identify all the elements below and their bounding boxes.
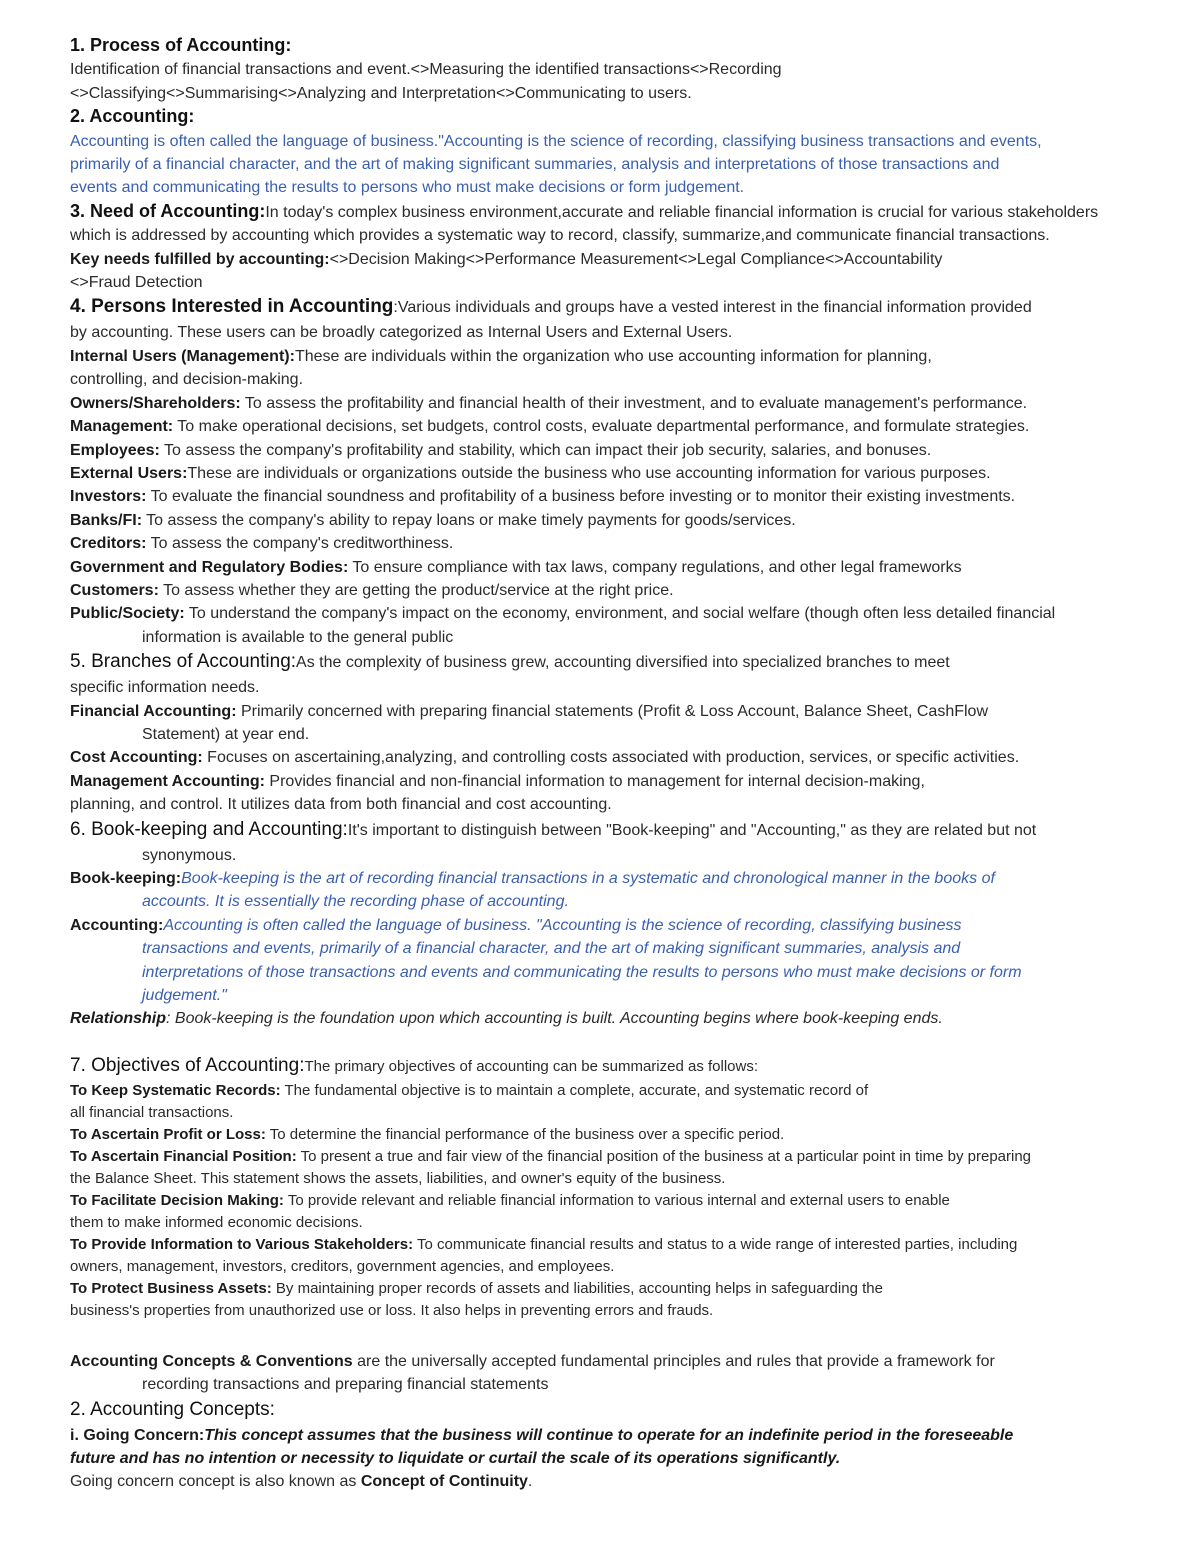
term-label: To Protect Business Assets: bbox=[70, 1279, 272, 1297]
term-label: Cost Accounting: bbox=[70, 749, 203, 767]
definition-line: judgement." bbox=[142, 987, 227, 1005]
section-heading: 6. Book-keeping and Accounting: bbox=[70, 818, 348, 840]
term-label: Relationship bbox=[70, 1010, 167, 1028]
term-label: Banks/FI: bbox=[70, 511, 143, 529]
text-span: Provides financial and non-financial information to management for internal decision-making, bbox=[264, 772, 925, 790]
text-line: recording transactions and preparing financial statements bbox=[142, 1376, 549, 1394]
text-span: These are individuals or organizations outside the business who use accounting information for various purposes. bbox=[187, 464, 991, 482]
text-span: To assess the profitability and financial health of their investment, and to evaluate management's performance. bbox=[240, 394, 1028, 412]
text-span: To assess the company's profitability and stability, which can impact their job security, salaries, and bonuses. bbox=[159, 441, 932, 459]
text-span: To evaluate the financial soundness and profitability of a business before investing or to monitor their existing investments. bbox=[146, 488, 1016, 506]
text-span: To ensure compliance with tax laws, company regulations, and other legal frameworks bbox=[348, 558, 962, 576]
text-span: These are individuals within the organization who use accounting information for planning, bbox=[294, 347, 932, 365]
text-line: by accounting. These users can be broadly categorized as Internal Users and External Users. bbox=[70, 324, 733, 342]
text-span: To assess the company's ability to repay loans or make timely payments for goods/services. bbox=[142, 511, 796, 529]
text-span: In today's complex business environment,accurate and reliable financial information is crucial for various stakeholders bbox=[265, 203, 1099, 221]
term-label: Concept of Continuity bbox=[360, 1473, 528, 1491]
text-line: synonymous. bbox=[142, 846, 237, 864]
text-line: controlling, and decision-making. bbox=[70, 371, 304, 389]
term-label: External Users: bbox=[70, 464, 188, 482]
definition-span: Accounting is often called the language of business. "Accounting is the science of recording, classifying business bbox=[163, 916, 962, 934]
term-label: To Keep Systematic Records: bbox=[70, 1081, 281, 1099]
text-line: which is addressed by accounting which provides a systematic way to record, classify, summarize,and communicate financial transactions. bbox=[70, 227, 1050, 245]
text-span: To make operational decisions, set budgets, control costs, evaluate departmental performance, and formulate strategies. bbox=[173, 418, 1030, 436]
section-persons bbox=[70, 294, 1190, 321]
term-label: Government and Regulatory Bodies: bbox=[70, 558, 349, 576]
text-line: Identification of financial transactions and event.<>Measuring the identified transactions<>Recording bbox=[70, 61, 782, 79]
text-span: :Various individuals and groups have a vested interest in the financial information provided bbox=[393, 299, 1032, 317]
text-span: are the universally accepted fundamental principles and rules that provide a framework for bbox=[352, 1352, 995, 1370]
term-label: Financial Accounting: bbox=[70, 702, 237, 720]
section-heading: 2. Accounting: bbox=[70, 106, 195, 127]
definition-span: Book-keeping is the art of recording financial transactions in a systematic and chronological manner in the books of bbox=[181, 870, 995, 887]
text-span: To communicate financial results and status to a wide range of interested parties, including bbox=[413, 1235, 1018, 1253]
text-span: <>Decision Making<>Performance Measurement<>Legal Compliance<>Accountability bbox=[329, 250, 943, 268]
term-label: Employees: bbox=[70, 441, 160, 459]
text-line: business's properties from unauthorized use or loss. It also helps in preventing errors and frauds. bbox=[70, 1301, 714, 1319]
section-heading: 4. Persons Interested in Accounting bbox=[70, 296, 394, 318]
term-label: Accounting: bbox=[70, 916, 164, 934]
term-label: To Facilitate Decision Making: bbox=[70, 1191, 284, 1209]
text-span: To provide relevant and reliable financial information to various internal and external users to enable bbox=[283, 1191, 950, 1209]
term-label: Creditors: bbox=[70, 535, 147, 553]
term-label: To Provide Information to Various Stakeholders: bbox=[70, 1235, 414, 1253]
definition-line: events and communicating the results to persons who must make decisions or form judgement. bbox=[70, 179, 745, 197]
term-label: Customers: bbox=[70, 581, 159, 599]
section-heading: 7. Objectives of Accounting: bbox=[70, 1054, 305, 1076]
term-label: Management Accounting: bbox=[70, 772, 265, 790]
text-span: To understand the company's impact on the economy, environment, and social welfare (though often less detailed financial bbox=[184, 605, 1056, 623]
text-span: . bbox=[527, 1473, 533, 1491]
text-span: To present a true and fair view of the financial position of the business at a particular point in time by preparing bbox=[296, 1147, 1032, 1165]
text-span: : Book-keeping is the foundation upon which accounting is built. Accounting begins where book-keeping ends. bbox=[166, 1010, 943, 1028]
term-label: Book-keeping: bbox=[70, 870, 182, 887]
text-line: them to make informed economic decisions. bbox=[70, 1213, 363, 1231]
text-line: information is available to the general public bbox=[142, 628, 454, 646]
text-span: To assess the company's creditworthiness. bbox=[146, 535, 454, 553]
definition-line: accounts. It is essentially the recording phase of accounting. bbox=[142, 893, 569, 911]
term-label: Public/Society: bbox=[70, 605, 185, 623]
text-span: As the complexity of business grew, accounting diversified into specialized branches to meet bbox=[296, 654, 950, 672]
text-line: all financial transactions. bbox=[70, 1103, 234, 1121]
term-label: Owners/Shareholders: bbox=[70, 394, 241, 412]
text-span: The primary objectives of accounting can be summarized as follows: bbox=[304, 1057, 759, 1075]
section-heading: 2. Accounting Concepts: bbox=[70, 1398, 275, 1420]
text-span: To determine the financial performance of the business over a specific period. bbox=[265, 1125, 785, 1143]
text-line: Statement) at year end. bbox=[142, 725, 310, 743]
text-span: The fundamental objective is to maintain a complete, accurate, and systematic record of bbox=[280, 1081, 869, 1099]
text-span: Focuses on ascertaining,analyzing, and controlling costs associated with production, services, or specific activities. bbox=[202, 749, 1020, 767]
section-heading: 1. Process of Accounting: bbox=[70, 35, 292, 55]
document-page bbox=[70, 34, 1190, 1494]
section-process bbox=[70, 34, 1190, 58]
definition-line: future and has no intention or necessity to liquidate or curtail the scale of its operations significantly. bbox=[70, 1450, 841, 1468]
section-need bbox=[70, 200, 1190, 224]
section-bookkeeping bbox=[70, 817, 1190, 844]
term-label: Internal Users (Management): bbox=[70, 347, 295, 365]
definition-line: primarily of a financial character, and the art of making significant summaries, analysis and interpretations of those transactions and bbox=[70, 156, 1000, 174]
term-label: To Ascertain Financial Position: bbox=[70, 1147, 297, 1165]
text-span: To assess whether they are getting the product/service at the right price. bbox=[158, 581, 674, 599]
term-label: To Ascertain Profit or Loss: bbox=[70, 1125, 266, 1143]
term-label: Accounting Concepts & Conventions bbox=[70, 1352, 353, 1370]
text-span: By maintaining proper records of assets and liabilities, accounting helps in safeguarding the bbox=[271, 1279, 883, 1297]
text-line: <>Classifying<>Summarising<>Analyzing and Interpretation<>Communicating to users. bbox=[70, 84, 692, 102]
section-heading: 3. Need of Accounting: bbox=[70, 200, 266, 221]
text-span: Primarily concerned with preparing financial statements (Profit & Loss Account, Balance Sheet, CashFlow bbox=[236, 702, 988, 720]
definition-line: transactions and events, primarily of a financial character, and the art of making significant summaries, analysis and bbox=[142, 940, 961, 958]
definition-span: This concept assumes that the business will continue to operate for an indefinite period in the foreseeable bbox=[204, 1426, 1014, 1444]
term-label: i. Going Concern: bbox=[70, 1426, 205, 1444]
term-label: Investors: bbox=[70, 488, 147, 506]
text-span: Going concern concept is also known as bbox=[70, 1473, 361, 1491]
section-objectives bbox=[70, 1053, 1190, 1080]
section-heading: 5. Branches of Accounting: bbox=[70, 651, 297, 673]
term-label: Management: bbox=[70, 418, 174, 436]
definition-line: Accounting is often called the language of business."Accounting is the science of recording, classifying business transactions and events, bbox=[70, 132, 1042, 150]
text-span: It's important to distinguish between "Book-keeping" and "Accounting," as they are related but not bbox=[347, 821, 1037, 839]
text-line: the Balance Sheet. This statement shows the assets, liabilities, and owner's equity of the business. bbox=[70, 1169, 726, 1187]
text-line: owners, management, investors, creditors, government agencies, and employees. bbox=[70, 1257, 615, 1275]
term-label: Key needs fulfilled by accounting: bbox=[70, 250, 330, 268]
definition-line: interpretations of those transactions and events and communicating the results to persons who must make decisions or form bbox=[142, 963, 1022, 981]
text-line: <>Fraud Detection bbox=[70, 274, 203, 292]
text-line: specific information needs. bbox=[70, 679, 260, 697]
text-line: planning, and control. It utilizes data from both financial and cost accounting. bbox=[70, 796, 612, 814]
section-branches bbox=[70, 649, 1190, 676]
